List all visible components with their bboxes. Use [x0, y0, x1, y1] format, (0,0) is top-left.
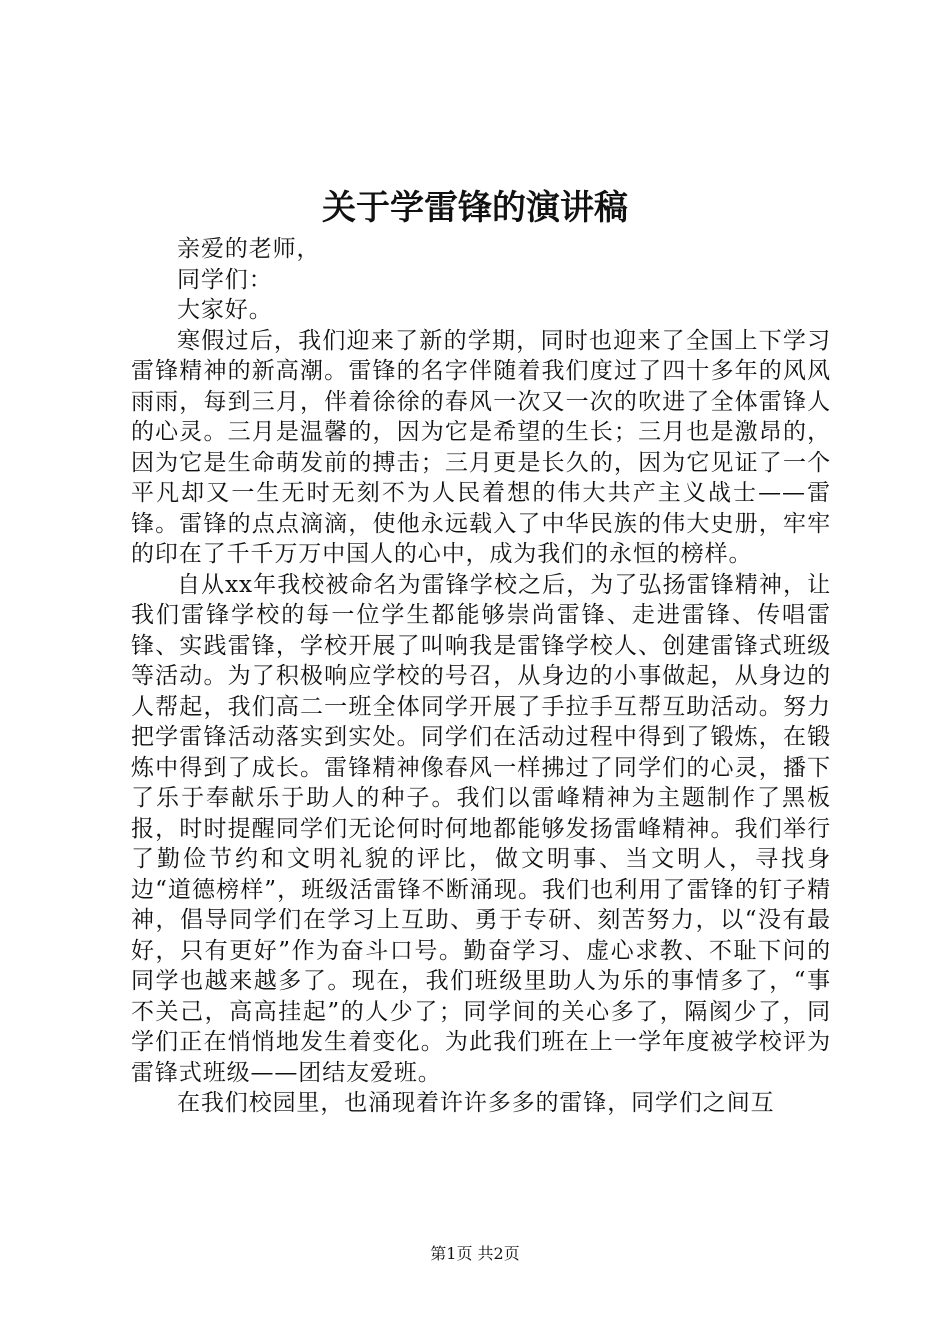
salutation-line: 同学们：: [177, 266, 273, 293]
body-paragraph: 寒假过后，我们迎来了新的学期，同时也迎来了全国上下学习雷锋精神的新高潮。雷锋的名字伴随着我们度过了四十多年的风风雨雨，每到三月，伴着徐徐的春风一次又一次的吹进了全体雷锋人的心灵。三月是温馨的，因为它是希望的生长；三月也是激昂的，因为它是生命萌发前的搏击；三月更是长久的，因为它见证了一个平凡却又一生无时无刻不为人民着想的伟大共产主义战士——雷锋。雷锋的点点滴滴，使他永远载入了中华民族的伟大史册，牢牢的印在了千千万万中国人的心中，成为我们的永恒的榜样。: [131, 327, 831, 567]
document-title: 关于学雷锋的演讲稿: [322, 188, 628, 228]
body-paragraph: 自从xx年我校被命名为雷锋学校之后，为了弘扬雷锋精神，让我们雷锋学校的每一位学生都能够崇尚雷锋、走进雷锋、传唱雷锋、实践雷锋，学校开展了叫响我是雷锋学校人、创建雷锋式班级等活动。为了积极响应学校的号召，从身边的小事做起，从身边的人帮起，我们高二一班全体同学开展了手拉手互帮互助活动。努力把学雷锋活动落实到实处。同学们在活动过程中得到了锻炼，在锻炼中得到了成长。雷锋精神像春风一样拂过了同学们的心灵，播下了乐于奉献乐于助人的种子。我们以雷峰精神为主题制作了黑板报，时时提醒同学们无论何时何地都能够发扬雷峰精神。我们举行了勤俭节约和文明礼貌的评比，做文明事、当文明人，寻找身边“道德榜样”，班级活雷锋不断涌现。我们也利用了雷锋的钉子精神，倡导同学们在学习上互助、勇于专研、刻苦努力，以“没有最好，只有更好”作为奋斗口号。勤奋学习、虚心求教、不耻下问的同学也越来越多了。现在，我们班级里助人为乐的事情多了，“事不关己，高高挂起”的人少了；同学间的关心多了，隔阂少了，同学们正在悄悄地发生着变化。为此我们班在上一学年度被学校评为雷锋式班级——团结友爱班。: [131, 571, 831, 1086]
greeting-line: 大家好。: [177, 297, 273, 323]
page-footer: 第1页 共2页: [430, 1244, 520, 1263]
document-body: [131, 234, 831, 1119]
body-paragraph: 在我们校园里，也涌现着许许多多的雷锋，同学们之间互: [177, 1090, 775, 1116]
salutation-line: 亲爱的老师，: [177, 236, 321, 262]
